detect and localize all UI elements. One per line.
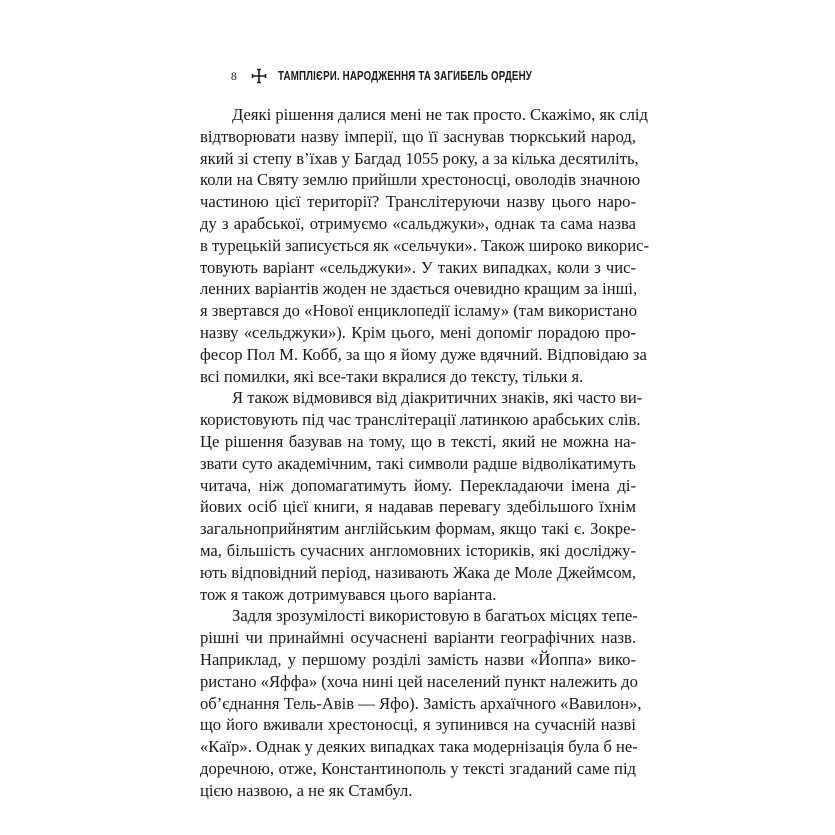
text-line: об’єднання Тель-Авів — Яфо). Замість архаїчного «Вавилон»,: [200, 693, 642, 713]
text-line: назву «сельджуки»). Крім цього, мені допоміг порадою про-: [200, 322, 636, 342]
paragraph: [200, 104, 649, 387]
text-line: доречною, отже, Константинополь у тексті згаданий саме під: [200, 758, 636, 778]
text-line: загальноприйнятим англійським формам, якщо такі є. Зокре-: [200, 519, 636, 539]
text-line: ду з арабської, отримуємо «сальджуки», однак та сама назва: [200, 213, 636, 233]
text-line: ленних варіантів жоден не здається очевидно кращим за інші,: [200, 279, 638, 299]
templar-cross-icon: [251, 68, 267, 84]
paragraph: [200, 387, 643, 605]
text-line: читача, ніж допомагатимуть йому. Перекладаючи імена ді-: [200, 475, 636, 495]
text-line: тож я також дотримувався цього варіанта.: [200, 584, 497, 604]
text-line: товують варіант «сельджуки». У таких випадках, коли з чис-: [200, 257, 636, 277]
text-line: «Каїр». Однак у деяких випадках така модернізація була б не-: [200, 737, 638, 757]
page-number: 8: [230, 68, 238, 83]
text-line: відтворювати назву імперії, що її заснував тюркський народ,: [200, 126, 636, 146]
text-line: Це рішення базував на тому, що в тексті, який не можна на-: [200, 431, 636, 451]
text-line: Деякі рішення далися мені не так просто. Скажімо, як слід: [232, 105, 648, 124]
text-line: коли на Святу землю прийшли хрестоносці, оволодів значною: [200, 170, 641, 190]
text-line: Задля зрозумілості використовую в багатьох місцях тепе-: [232, 606, 638, 626]
running-title: ТАМПЛІЄРИ. НАРОДЖЕННЯ ТА ЗАГИБЕЛЬ ОРДЕНУ: [278, 69, 533, 83]
text-line: фесор Пол М. Кобб, за що я йому дуже вдячний. Відповідаю за: [200, 344, 647, 364]
text-line: ма, більшість сучасних англомовних істориків, які досліджу-: [200, 540, 636, 560]
text-line: Я також відмовився від діакритичних знаків, які часто ви-: [232, 388, 643, 408]
text-line: який зі степу в’їхав у Багдад 1055 року, а за кілька десятиліть,: [200, 148, 639, 168]
text-line: що його вживали хрестоносці, я зупинився на сучасній назві: [200, 715, 636, 735]
text-line: Наприклад, у першому розділі замість назви «Йоппа» вико-: [200, 649, 636, 669]
text-line: йових осіб цієї книги, я надавав перевагу здебільшого їхнім: [200, 497, 636, 517]
text-line: цією назвою, а не як Стамбул.: [200, 780, 413, 800]
text-line: я звертався до «Нової енциклопедії ісламу» (там використано: [200, 301, 637, 321]
text-line: всі помилки, які все-таки вкралися до тексту, тільки я.: [200, 366, 584, 386]
text-line: в турецькій записується як «сельчуки». Також широко викорис-: [200, 235, 649, 255]
running-head: [0, 68, 835, 84]
text-line: частиною цієї території? Транслітеруючи назву цього наро-: [200, 192, 636, 212]
text-line: ють відповідний період, називають Жака де Моле Джеймсом,: [200, 562, 636, 582]
text-line: звати суто академічним, такі символи радше відволікатимуть: [200, 453, 636, 473]
paragraph: [200, 605, 642, 801]
text-line: користовують під час транслітерації латинкою арабських слів.: [200, 410, 641, 430]
text-line: рішні чи принаймні осучаснені варіанти географічних назв.: [200, 628, 636, 648]
body-text: [200, 104, 649, 802]
text-line: ристано «Яффа» (хоча нині цей населений пункт належить до: [200, 671, 638, 691]
